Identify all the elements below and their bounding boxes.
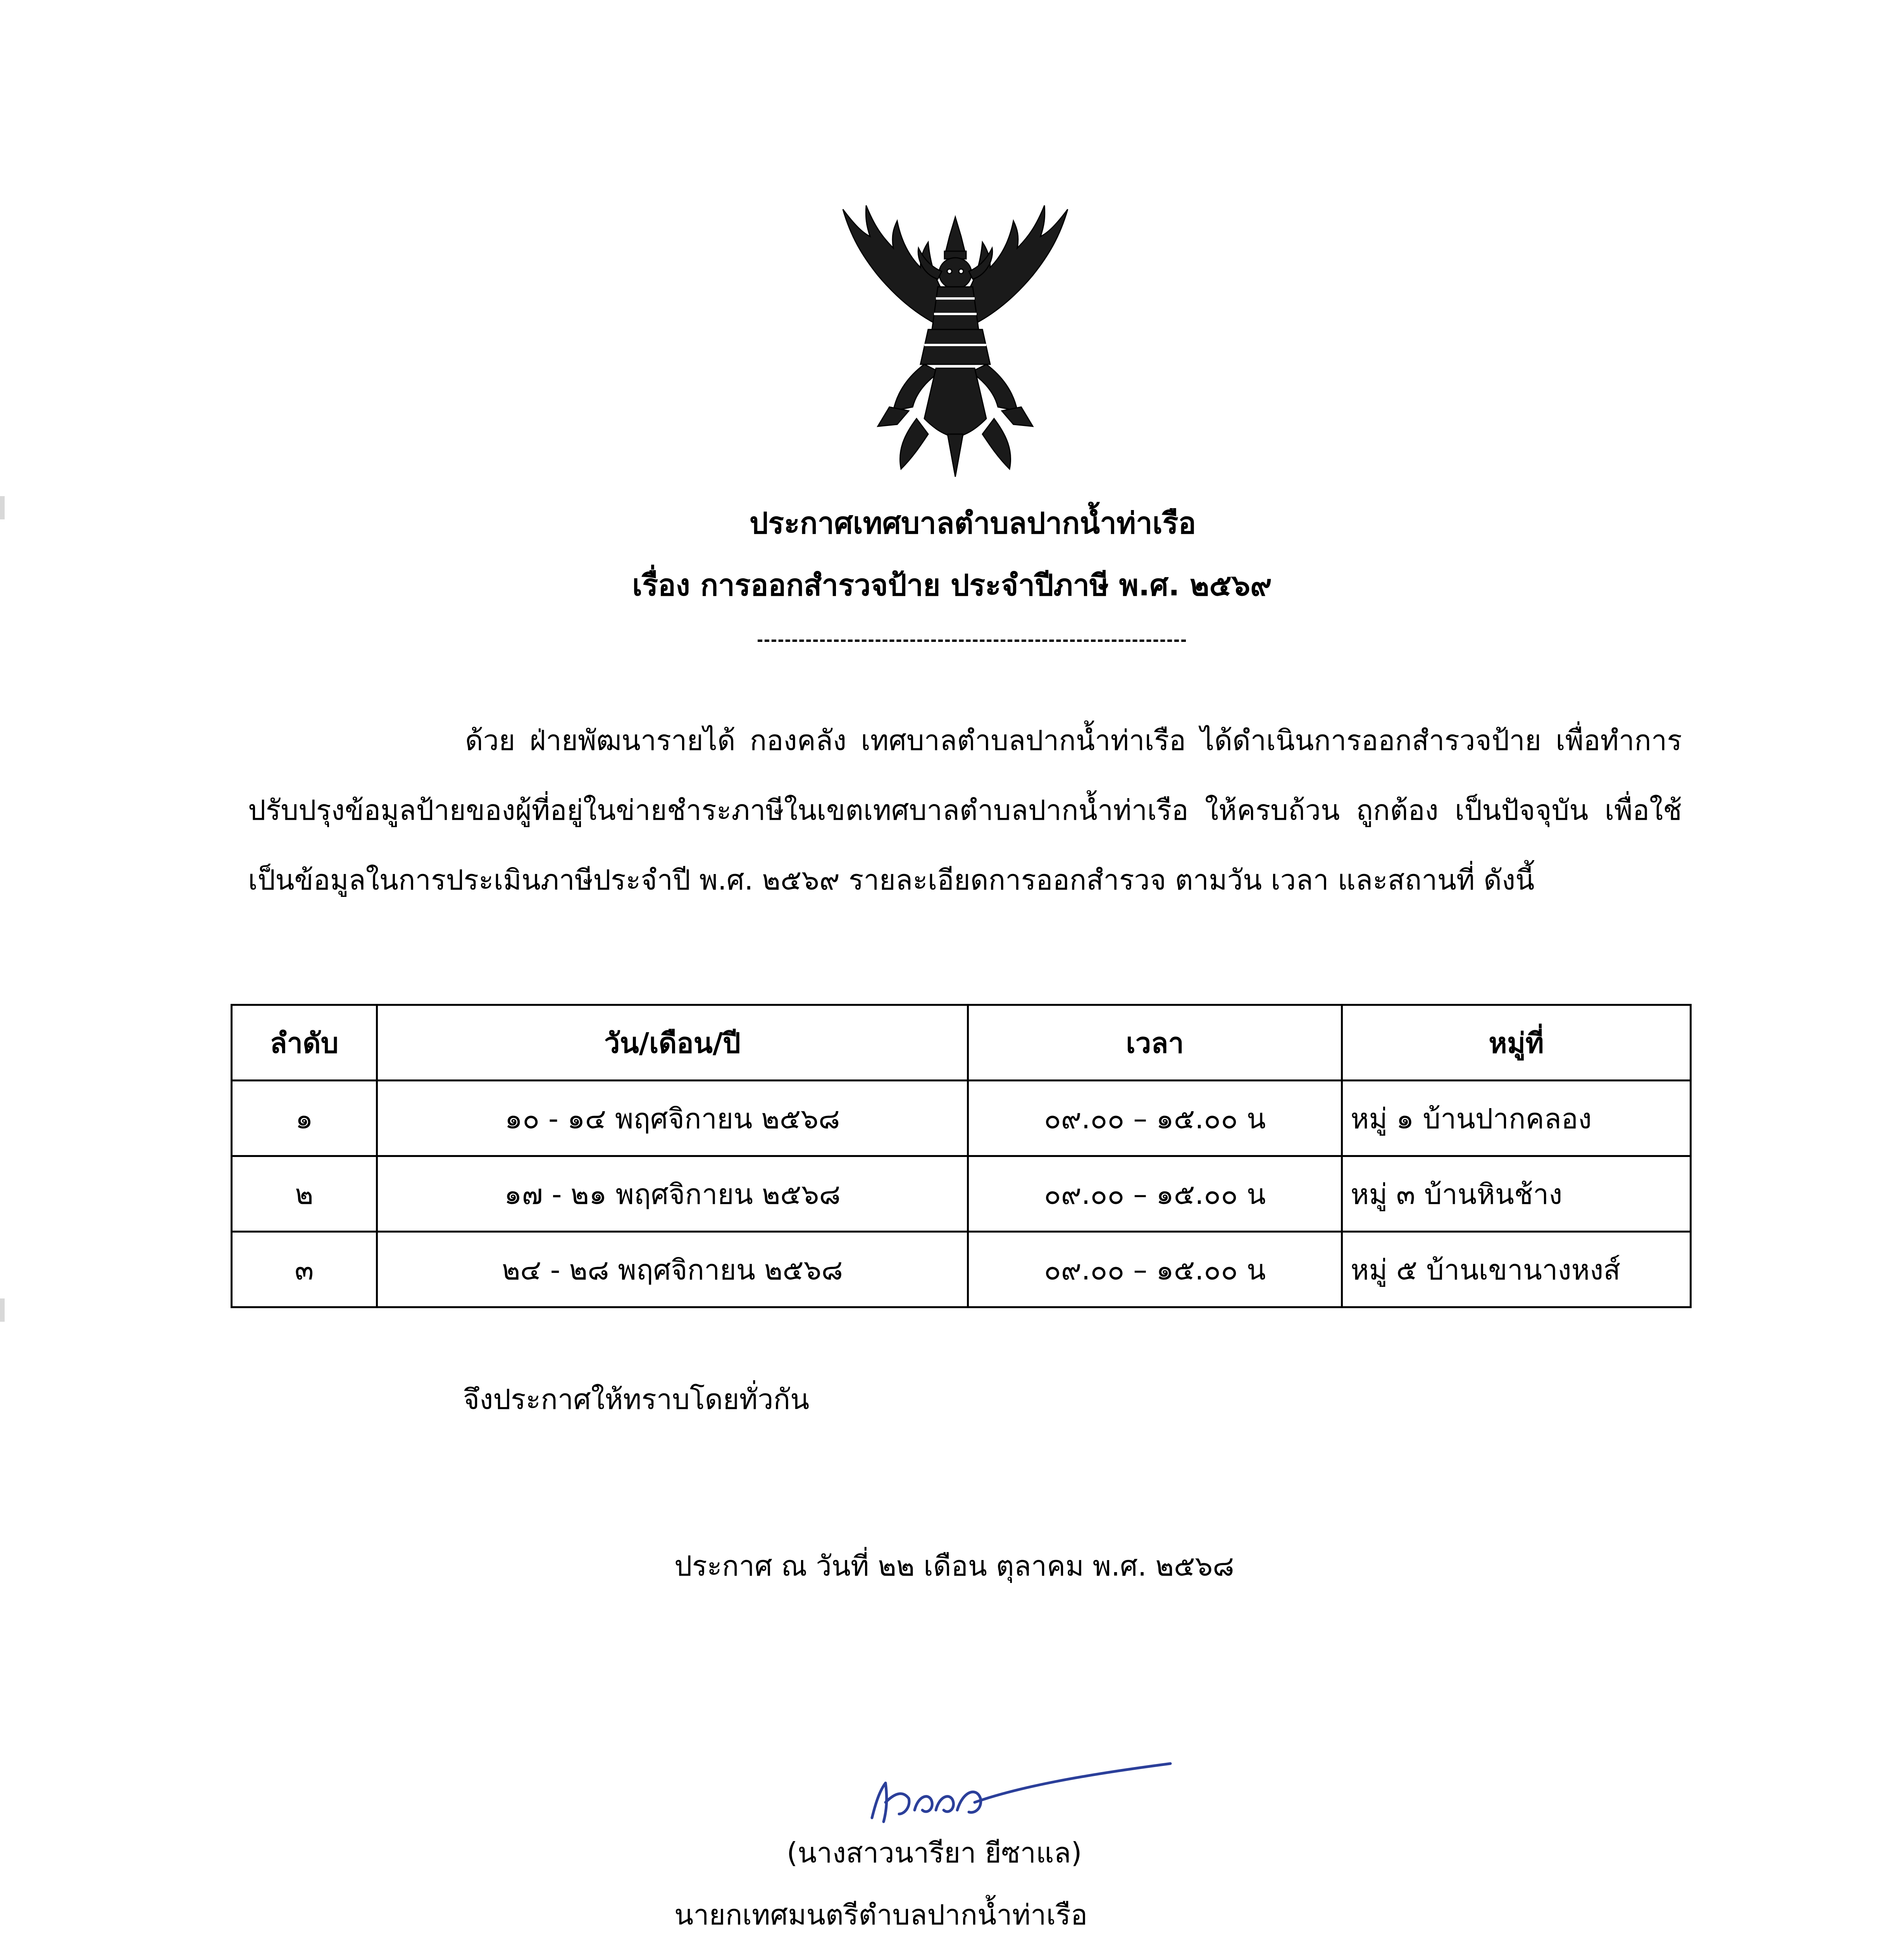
body-paragraph: ด้วย ฝ่ายพัฒนารายได้ กองคลัง เทศบาลตำบลปากน้ำท่าเรือ ได้ดำเนินการออกสำรวจป้าย เพื่อทำการปรับปรุงข้อมูลป้ายของผู้ที่อยู่ในข่ายชำระภาษีในเขตเทศบาลตำบลปากน้ำท่าเรือ ให้ครบถ้วน ถูกต้อง เป็นปัจจุบัน เพื่อใช้เป็นข้อมูลในการประเมินภาษีประจำปี พ.ศ. ๒๕๖๙ รายละเอียดการออกสำรวจ ตามวัน เวลา และสถานที่ ดังนี้ — [248, 724, 1682, 896]
row-time: ๐๙.๐๐ – ๑๕.๐๐ น — [968, 1156, 1342, 1232]
row-date: ๑๐ - ๑๔ พฤศจิกายน ๒๕๖๘ — [377, 1081, 968, 1156]
row-village: หมู่ ๕ บ้านเขานางหงส์ — [1342, 1232, 1691, 1307]
table-row — [232, 1156, 1691, 1232]
row-order: ๓ — [232, 1232, 377, 1307]
row-time: ๐๙.๐๐ – ๑๕.๐๐ น — [968, 1081, 1342, 1156]
table-row — [232, 1232, 1691, 1307]
announcement-date: ประกาศ ณ วันที่ ๒๒ เดือน ตุลาคม พ.ศ. ๒๕๖๘ — [674, 1550, 1234, 1582]
row-time: ๐๙.๐๐ – ๑๕.๐๐ น — [968, 1232, 1342, 1307]
row-village: หมู่ ๑ บ้านปากคลอง — [1342, 1081, 1691, 1156]
row-order: ๑ — [232, 1081, 377, 1156]
header-village: หมู่ที่ — [1342, 1005, 1691, 1081]
document-title: ประกาศเทศบาลตำบลปากน้ำท่าเรือ — [749, 506, 1196, 540]
schedule-table — [231, 1004, 1692, 1308]
closing-statement: จึงประกาศให้ทราบโดยทั่วกัน — [463, 1383, 810, 1416]
row-village: หมู่ ๓ บ้านหินช้าง — [1342, 1156, 1691, 1232]
signatory-name: (นางสาวนารียา ยีซาแล) — [787, 1836, 1082, 1869]
garuda-emblem-icon — [820, 202, 1091, 481]
row-date: ๑๗ - ๒๑ พฤศจิกายน ๒๕๖๘ — [377, 1156, 968, 1232]
scan-mark — [0, 1298, 5, 1322]
table-row — [232, 1081, 1691, 1156]
title-divider — [758, 640, 1186, 642]
document-subject: เรื่อง การออกสำรวจป้าย ประจำปีภาษี พ.ศ. ๒๕๖๙ — [632, 568, 1272, 602]
header-order: ลำดับ — [232, 1005, 377, 1081]
row-date: ๒๔ - ๒๘ พฤศจิกายน ๒๕๖๘ — [377, 1232, 968, 1307]
table-header-row — [232, 1005, 1691, 1081]
header-date: วัน/เดือน/ปี — [377, 1005, 968, 1081]
header-time: เวลา — [968, 1005, 1342, 1081]
signatory-position: นายกเทศมนตรีตำบลปากน้ำท่าเรือ — [674, 1898, 1088, 1931]
handwritten-signature-icon — [864, 1756, 1174, 1841]
row-order: ๒ — [232, 1156, 377, 1232]
body-section — [248, 705, 1682, 915]
